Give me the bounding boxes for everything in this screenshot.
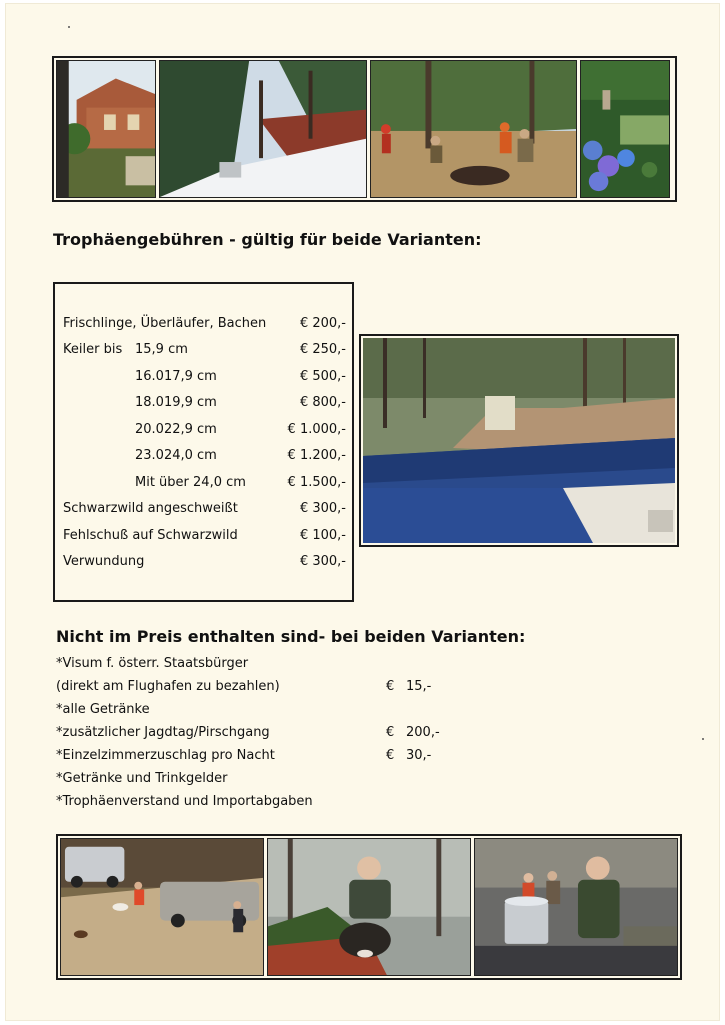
dogs-photo-icon (60, 838, 264, 976)
price-row-label: Schwarzwild angeschweißt (63, 501, 238, 516)
price-row (63, 369, 346, 391)
car-interior-photo-frame (359, 334, 679, 547)
price-row-price: € 100,- (299, 528, 346, 543)
price-row (63, 475, 346, 497)
list-item-currency: € (386, 679, 395, 694)
price-row-label: Fehlschuß auf Schwarzwild (63, 528, 238, 543)
scan-speck (702, 738, 704, 740)
price-row (63, 342, 346, 364)
price-row-price: € 300,- (299, 554, 346, 569)
price-row-price: € 1.000,- (287, 422, 346, 437)
price-row-label: Verwundung (63, 554, 145, 569)
list-item-label: *zusätzlicher Jagdtag/Pirschgang (56, 725, 270, 740)
price-row (63, 316, 346, 338)
forest-road-photo-icon (159, 60, 367, 198)
price-row (63, 501, 346, 523)
bottom-photo-strip (56, 834, 682, 980)
price-row-size: Mit über 24,0 cm (135, 475, 246, 490)
price-row-size: 20.022,9 cm (135, 422, 217, 437)
price-row-size: 16.017,9 cm (135, 369, 217, 384)
brochure-page (6, 4, 719, 1020)
price-row-price: € 1.500,- (287, 475, 346, 490)
price-row (63, 528, 346, 550)
price-row-size: 15,9 cm (135, 342, 188, 357)
list-item-value: 15,- (406, 679, 432, 694)
price-row-price: € 300,- (299, 501, 346, 516)
list-item-label: (direkt am Flughafen zu bezahlen) (56, 679, 280, 694)
not-included-heading: Nicht im Preis enthalten sind- bei beiden Varianten: (56, 627, 526, 646)
list-item-label: *Getränke und Trinkgelder (56, 771, 228, 786)
list-item-label: *Einzelzimmerzuschlag pro Nacht (56, 748, 275, 763)
car-interior-photo-icon (363, 338, 675, 543)
list-item-label: *Visum f. österr. Staatsbürger (56, 656, 249, 671)
top-photo-strip (52, 56, 677, 202)
price-row-price: € 1.200,- (287, 448, 346, 463)
price-row (63, 554, 346, 576)
price-row (63, 448, 346, 470)
scan-speck (68, 26, 70, 28)
price-row (63, 422, 346, 444)
price-row (63, 395, 346, 417)
price-row-price: € 800,- (299, 395, 346, 410)
list-item-label: *alle Getränke (56, 702, 150, 717)
price-row-size: 23.024,0 cm (135, 448, 217, 463)
trophy-price-table (53, 282, 354, 602)
price-row-price: € 250,- (299, 342, 346, 357)
price-row-price: € 500,- (299, 369, 346, 384)
price-row-label: Frischlinge, Überläufer, Bachen (63, 316, 267, 331)
list-item-value: 30,- (406, 748, 432, 763)
price-row-size: 18.019,9 cm (135, 395, 217, 410)
list-item-value: 200,- (406, 725, 440, 740)
house-photo-icon (56, 60, 156, 198)
garden-photo-icon (580, 60, 670, 198)
price-row-label: Keiler bis (63, 342, 123, 357)
list-item-currency: € (386, 748, 395, 763)
camp-kitchen-photo-icon (474, 838, 678, 976)
list-item-currency: € (386, 725, 395, 740)
price-row-price: € 200,- (299, 316, 346, 331)
list-item-label: *Trophäenverstand und Importabgaben (56, 794, 313, 809)
hunters-photo-icon (370, 60, 577, 198)
trophy-fees-heading: Trophäengebühren - gültig für beide Varianten: (53, 230, 482, 249)
boar-trophy-photo-icon (267, 838, 471, 976)
